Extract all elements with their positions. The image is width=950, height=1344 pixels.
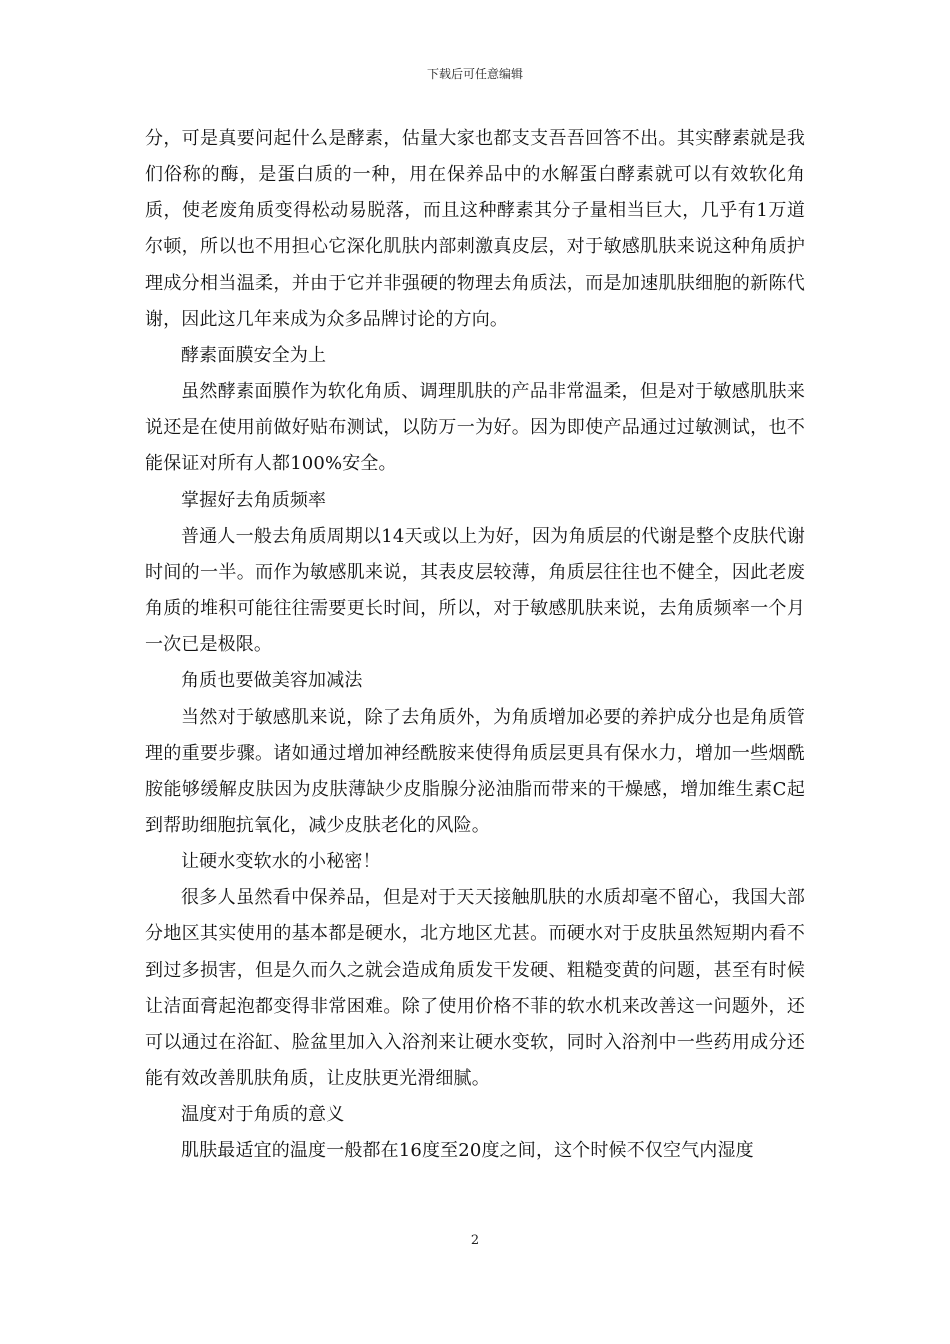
section-heading: 让硬水变软水的小秘密！ <box>181 851 381 873</box>
paragraph-continued: 分，可是真要问起什么是酵素，估量大家也都支支吾吾回答不出。其实酵素就是我们俗称的酶，是蛋白质的一种，用在保养品中的水解蛋白酵素就可以有效软化角质，使老废角质变得松动易脱落，而且这种酵素其分子量相当巨大，几乎有1万道尔顿，所以也不用担心它深化肌肤内部刺激真皮层，对于敏感肌肤来说这种角质护理成分相当温柔，并由于它并非强硬的物理去角质法，而是加速肌肤细胞的新陈代谢，因此这几年来成为众多品牌讨论的方向。 <box>145 128 805 330</box>
section-heading: 温度对于角质的意义 <box>181 1104 345 1126</box>
paragraph: 肌肤最适宜的温度一般都在16度至20度之间，这个时候不仅空气内湿度 <box>181 1140 754 1162</box>
document-body <box>145 121 805 1170</box>
section-heading: 掌握好去角质频率 <box>181 489 327 511</box>
paragraph: 当然对于敏感肌来说，除了去角质外，为角质增加必要的养护成分也是角质管理的重要步骤。诸如通过增加神经酰胺来使得角质层更具有保水力，增加一些烟酰胺能够缓解皮肤因为皮肤薄缺少皮脂腺分泌油脂而带来的干燥感，增加维生素C起到帮助细胞抗氧化，减少皮肤老化的风险。 <box>145 706 805 836</box>
page-header: 下载后可任意编辑 <box>426 67 523 81</box>
section-heading: 角质也要做美容加减法 <box>181 670 363 692</box>
paragraph: 普通人一般去角质周期以14天或以上为好，因为角质层的代谢是整个皮肤代谢时间的一半。而作为敏感肌来说，其表皮层较薄，角质层往往也不健全，因此老废角质的堆积可能往往需要更长时间，所以，对于敏感肌肤来说，去角质频率一个月一次已是极限。 <box>145 525 805 656</box>
page-number: 2 <box>470 1233 480 1248</box>
paragraph: 虽然酵素面膜作为软化角质、调理肌肤的产品非常温柔，但是对于敏感肌肤来说还是在使用前做好贴布测试，以防万一为好。因为即使产品通过过敏测试，也不能保证对所有人都100%安全。 <box>145 381 805 475</box>
section-heading: 酵素面膜安全为上 <box>181 344 327 366</box>
paragraph: 很多人虽然看中保养品，但是对于天天接触肌肤的水质却毫不留心，我国大部分地区其实使用的基本都是硬水，北方地区尤甚。而硬水对于皮肤虽然短期内看不到过多损害，但是久而久之就会造成角质发干发硬、粗糙变黄的问题，甚至有时候让洁面膏起泡都变得非常困难。除了使用价格不菲的软水机来改善这一问题外，还可以通过在浴缸、脸盆里加入入浴剂来让硬水变软，同时入浴剂中一些药用成分还能有效改善肌肤角质，让皮肤更光滑细腻。 <box>145 887 805 1090</box>
